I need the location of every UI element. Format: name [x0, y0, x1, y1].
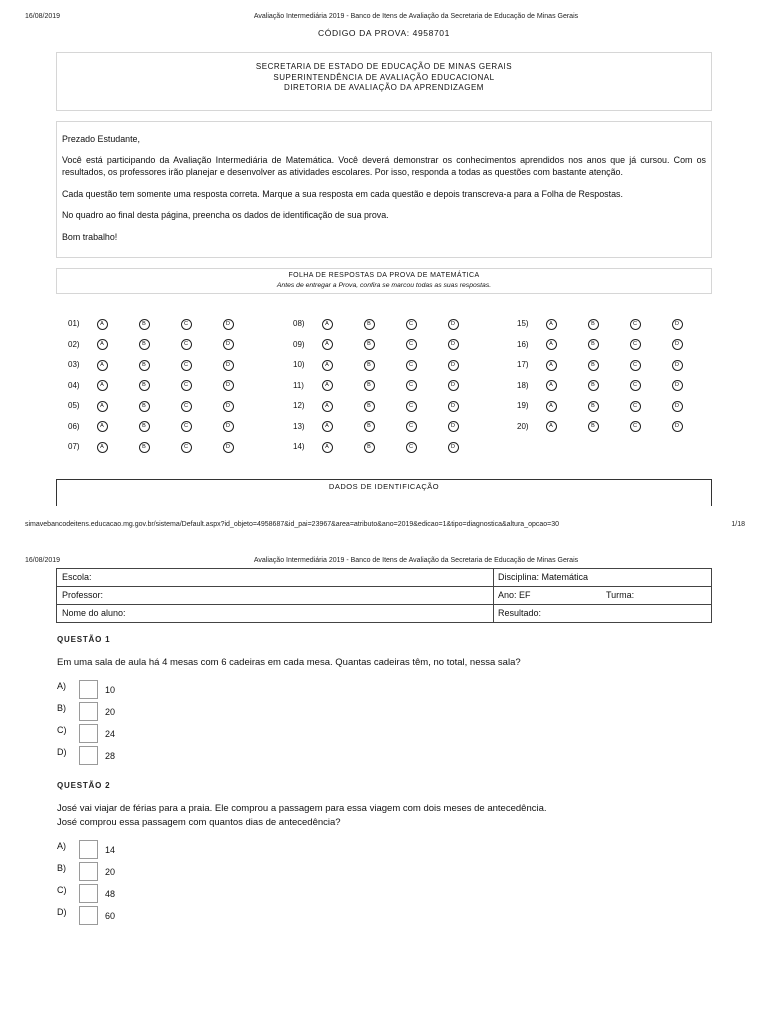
- discipline-field: Disciplina: Matemática: [498, 572, 589, 582]
- print-footer-page-number: 1/18: [731, 521, 745, 528]
- answer-number: 06): [68, 421, 80, 431]
- answer-number: 09): [293, 339, 305, 349]
- answer-option: [57, 680, 717, 702]
- answer-number: 15): [517, 319, 529, 328]
- superintendence-name: SUPERINTENDÊNCIA DE AVALIAÇÃO EDUCACIONAL: [273, 72, 495, 82]
- answer-bubble-d: D: [223, 339, 234, 350]
- print-header-date: 16/08/2019: [25, 13, 61, 20]
- identification-table: [56, 568, 712, 623]
- answer-bubble-b: B: [364, 339, 375, 350]
- answer-bubble-a: A: [322, 339, 333, 350]
- answer-option: [57, 724, 717, 746]
- answer-bubble-b: B: [364, 360, 375, 371]
- answer-row: [517, 359, 689, 371]
- answer-bubble-b: B: [364, 442, 375, 453]
- answer-row: [68, 380, 240, 392]
- option-checkbox[interactable]: [79, 862, 98, 881]
- option-label: A): [57, 841, 66, 851]
- answer-bubble-c: C: [630, 380, 641, 391]
- answer-option: [57, 862, 717, 884]
- school-field: Escola:: [57, 569, 494, 586]
- answer-number: 16): [517, 339, 529, 349]
- answer-row: [68, 339, 240, 351]
- option-checkbox[interactable]: [79, 840, 98, 859]
- answer-bubble-a: A: [322, 319, 333, 330]
- answer-bubble-a: A: [546, 421, 557, 432]
- answer-bubble-a: A: [97, 401, 108, 412]
- answer-number: 01): [68, 319, 80, 328]
- option-label: C): [57, 885, 67, 895]
- option-checkbox[interactable]: [79, 746, 98, 765]
- instructions-paragraph: Cada questão tem somente uma resposta correta. Marque a sua resposta em cada questão e depois transcreva-a para a Folha de Respostas.: [62, 189, 623, 199]
- answer-number: 19): [517, 401, 529, 410]
- answer-number: 14): [293, 442, 305, 451]
- class-field: Turma:: [606, 590, 635, 600]
- question-text-line: Em uma sala de aula há 4 mesas com 6 cadeiras em cada mesa. Quantas cadeiras têm, no total, nessa sala?: [57, 657, 521, 668]
- answer-option: [57, 840, 717, 862]
- identification-row: [57, 569, 711, 587]
- option-label: C): [57, 725, 67, 735]
- answer-bubble-a: A: [546, 401, 557, 412]
- answer-bubble-a: A: [97, 339, 108, 350]
- student-name-field: Nome do aluno:: [57, 605, 494, 622]
- answer-row: [68, 359, 240, 371]
- answer-bubble-a: A: [546, 380, 557, 391]
- answer-row: [293, 339, 465, 351]
- option-value: 60: [105, 911, 116, 921]
- year-class-cell: [494, 587, 711, 604]
- answer-bubble-d: D: [223, 442, 234, 453]
- answer-bubble-c: C: [406, 339, 417, 350]
- print-header-title: Avaliação Intermediária 2019 - Banco de Itens de Avaliação da Secretaria de Educação de Minas Gerais: [253, 557, 579, 564]
- answer-bubble-b: B: [588, 360, 599, 371]
- answer-bubble-a: A: [97, 360, 108, 371]
- answer-bubble-d: D: [448, 442, 459, 453]
- answer-row: [293, 421, 465, 433]
- answer-bubble-a: A: [546, 319, 557, 330]
- answer-option: [57, 906, 717, 928]
- answer-bubble-b: B: [364, 421, 375, 432]
- answer-number: 05): [68, 401, 80, 410]
- questions-list: [57, 635, 717, 941]
- answer-bubble-d: D: [223, 319, 234, 330]
- answer-bubble-b: B: [588, 380, 599, 391]
- answer-bubble-b: B: [139, 421, 150, 432]
- print-header-title: Avaliação Intermediária 2019 - Banco de Itens de Avaliação da Secretaria de Educação de Minas Gerais: [253, 13, 579, 20]
- answer-bubble-d: D: [223, 360, 234, 371]
- instructions-paragraph: No quadro ao final desta página, preencha os dados de identificação de sua prova.: [62, 210, 389, 220]
- identification-title: DADOS DE IDENTIFICAÇÃO: [328, 482, 440, 491]
- answer-number: 17): [517, 360, 529, 369]
- answer-bubble-a: A: [322, 401, 333, 412]
- option-checkbox[interactable]: [79, 906, 98, 925]
- answer-sheet-header: [56, 268, 712, 294]
- answer-bubble-a: A: [322, 421, 333, 432]
- option-checkbox[interactable]: [79, 884, 98, 903]
- answer-bubble-c: C: [630, 319, 641, 330]
- answer-bubble-c: C: [630, 360, 641, 371]
- answer-bubble-c: C: [406, 442, 417, 453]
- answer-row: [293, 441, 465, 453]
- answer-option: [57, 702, 717, 724]
- question-2: [57, 781, 717, 928]
- answer-row: [517, 380, 689, 392]
- answer-bubble-d: D: [672, 421, 683, 432]
- answer-bubble-c: C: [630, 421, 641, 432]
- answer-bubble-d: D: [448, 421, 459, 432]
- option-value: 28: [105, 751, 116, 761]
- answer-number: 08): [293, 319, 305, 328]
- year-field: Ano: EF: [498, 590, 531, 600]
- answer-bubble-c: C: [630, 401, 641, 412]
- answer-bubble-a: A: [97, 421, 108, 432]
- answer-bubble-b: B: [139, 319, 150, 330]
- option-label: A): [57, 681, 66, 691]
- answer-bubble-c: C: [181, 421, 192, 432]
- answer-option: [57, 884, 717, 906]
- option-label: D): [57, 747, 67, 757]
- answer-number: 02): [68, 339, 80, 349]
- answer-row: [517, 421, 689, 433]
- answer-bubble-d: D: [223, 380, 234, 391]
- option-label: B): [57, 863, 66, 873]
- answer-number: 18): [517, 380, 529, 390]
- answer-number: 03): [68, 360, 80, 369]
- answer-number: 10): [293, 360, 305, 369]
- answer-bubble-b: B: [139, 442, 150, 453]
- answer-bubble-a: A: [546, 339, 557, 350]
- answer-bubble-c: C: [181, 339, 192, 350]
- answer-bubble-b: B: [588, 401, 599, 412]
- answer-bubble-a: A: [546, 360, 557, 371]
- print-footer-url: simavebancodeitens.educacao.mg.gov.br/sistema/Default.aspx?id_objeto=4958687&id_pai=23967&area=atributo&ano=2019&edicao=1&tipo=diagnostica&altura_opcao=30: [25, 521, 560, 528]
- question-text-line: José comprou essa passagem com quantos dias de antecedência?: [57, 817, 341, 828]
- answer-bubble-a: A: [97, 319, 108, 330]
- identification-row: [57, 587, 711, 605]
- answer-bubble-c: C: [181, 380, 192, 391]
- answer-row: [517, 339, 689, 351]
- instructions-closing: Bom trabalho!: [62, 232, 118, 242]
- question-text-line: José vai viajar de férias para a praia. Ele comprou a passagem para essa viagem com dois meses de antecedência.: [57, 803, 547, 814]
- answer-bubble-c: C: [181, 401, 192, 412]
- answer-bubble-d: D: [672, 360, 683, 371]
- option-value: 20: [105, 867, 116, 877]
- question-statement: [57, 802, 717, 830]
- answer-bubble-d: D: [223, 421, 234, 432]
- answer-bubble-c: C: [630, 339, 641, 350]
- answer-row: [293, 400, 465, 412]
- question-statement: [57, 656, 717, 670]
- answer-bubble-d: D: [672, 339, 683, 350]
- answer-row: [68, 421, 240, 433]
- option-checkbox[interactable]: [79, 724, 98, 743]
- answer-row: [68, 318, 240, 330]
- answer-row: [293, 359, 465, 371]
- answer-bubble-b: B: [588, 421, 599, 432]
- option-value: 14: [105, 845, 116, 855]
- instructions-box: [56, 121, 712, 258]
- answer-bubble-d: D: [672, 401, 683, 412]
- option-label: D): [57, 907, 67, 917]
- answer-bubble-d: D: [448, 339, 459, 350]
- answer-bubble-b: B: [588, 339, 599, 350]
- instructions-greeting: Prezado Estudante,: [62, 134, 140, 144]
- answer-bubble-b: B: [364, 319, 375, 330]
- question-title: QUESTÃO 1: [57, 635, 111, 644]
- answer-bubble-c: C: [181, 319, 192, 330]
- answer-bubble-d: D: [223, 401, 234, 412]
- answer-bubble-a: A: [322, 442, 333, 453]
- answer-bubble-c: C: [406, 421, 417, 432]
- option-value: 24: [105, 729, 116, 739]
- answer-bubble-b: B: [139, 380, 150, 391]
- option-value: 20: [105, 707, 116, 717]
- answer-number: 04): [68, 380, 80, 390]
- answer-number: 07): [68, 442, 80, 451]
- secretariat-name: SECRETARIA DE ESTADO DE EDUCAÇÃO DE MINAS GERAIS: [255, 62, 513, 71]
- identification-row: [57, 605, 711, 622]
- teacher-field: Professor:: [57, 587, 494, 604]
- answer-row: [68, 400, 240, 412]
- answer-bubble-d: D: [448, 401, 459, 412]
- answer-bubble-d: D: [672, 380, 683, 391]
- answer-bubble-b: B: [364, 380, 375, 391]
- answer-number: 12): [293, 401, 305, 410]
- option-checkbox[interactable]: [79, 680, 98, 699]
- directorate-name: DIRETORIA DE AVALIAÇÃO DA APRENDIZAGEM: [284, 83, 484, 92]
- answer-row: [293, 380, 465, 392]
- question-1: [57, 635, 717, 768]
- answer-option: [57, 746, 717, 768]
- answer-bubble-c: C: [406, 380, 417, 391]
- question-title: QUESTÃO 2: [57, 781, 111, 790]
- option-value: 48: [105, 889, 116, 899]
- answer-bubble-b: B: [139, 401, 150, 412]
- answer-row: [293, 318, 465, 330]
- answer-number: 13): [293, 421, 305, 431]
- answer-sheet-title: FOLHA DE RESPOSTAS DA PROVA DE MATEMÁTICA: [288, 272, 480, 279]
- answer-bubble-d: D: [672, 319, 683, 330]
- institution-box: [56, 52, 712, 111]
- answer-bubble-b: B: [364, 401, 375, 412]
- identification-box: [56, 479, 712, 506]
- answer-bubble-c: C: [406, 360, 417, 371]
- answer-row: [517, 400, 689, 412]
- answer-bubble-d: D: [448, 319, 459, 330]
- answer-bubble-b: B: [139, 360, 150, 371]
- answer-bubble-c: C: [181, 442, 192, 453]
- answer-sheet-subtitle: Antes de entregar a Prova, confira se marcou todas as suas respostas.: [276, 282, 492, 289]
- answer-bubble-b: B: [139, 339, 150, 350]
- answer-bubble-d: D: [448, 360, 459, 371]
- answer-bubble-c: C: [406, 319, 417, 330]
- answer-bubble-c: C: [181, 360, 192, 371]
- option-checkbox[interactable]: [79, 702, 98, 721]
- result-field: Resultado:: [498, 608, 542, 618]
- answer-bubble-a: A: [97, 442, 108, 453]
- answer-bubble-b: B: [588, 319, 599, 330]
- answer-row: [68, 441, 240, 453]
- option-label: B): [57, 703, 66, 713]
- answer-bubble-a: A: [97, 380, 108, 391]
- instructions-paragraph: Você está participando da Avaliação Intermediária de Matemática. Você deverá demonstrar os conhecimentos aprendidos nos anos que já cursou. Com os resultados, os professores irão planejar e desenvolver as atividades escolares. Por isso, responda a todas as questões com bastante atenção.: [62, 155, 706, 177]
- answer-bubble-d: D: [448, 380, 459, 391]
- exam-code: CÓDIGO DA PROVA: 4958701: [318, 28, 450, 38]
- answer-number: 11): [293, 380, 304, 390]
- answer-bubble-a: A: [322, 360, 333, 371]
- answer-bubble-a: A: [322, 380, 333, 391]
- print-header-date: 16/08/2019: [25, 557, 61, 564]
- option-value: 10: [105, 685, 116, 695]
- answer-number: 20): [517, 421, 529, 431]
- answer-bubble-c: C: [406, 401, 417, 412]
- answer-row: [517, 318, 689, 330]
